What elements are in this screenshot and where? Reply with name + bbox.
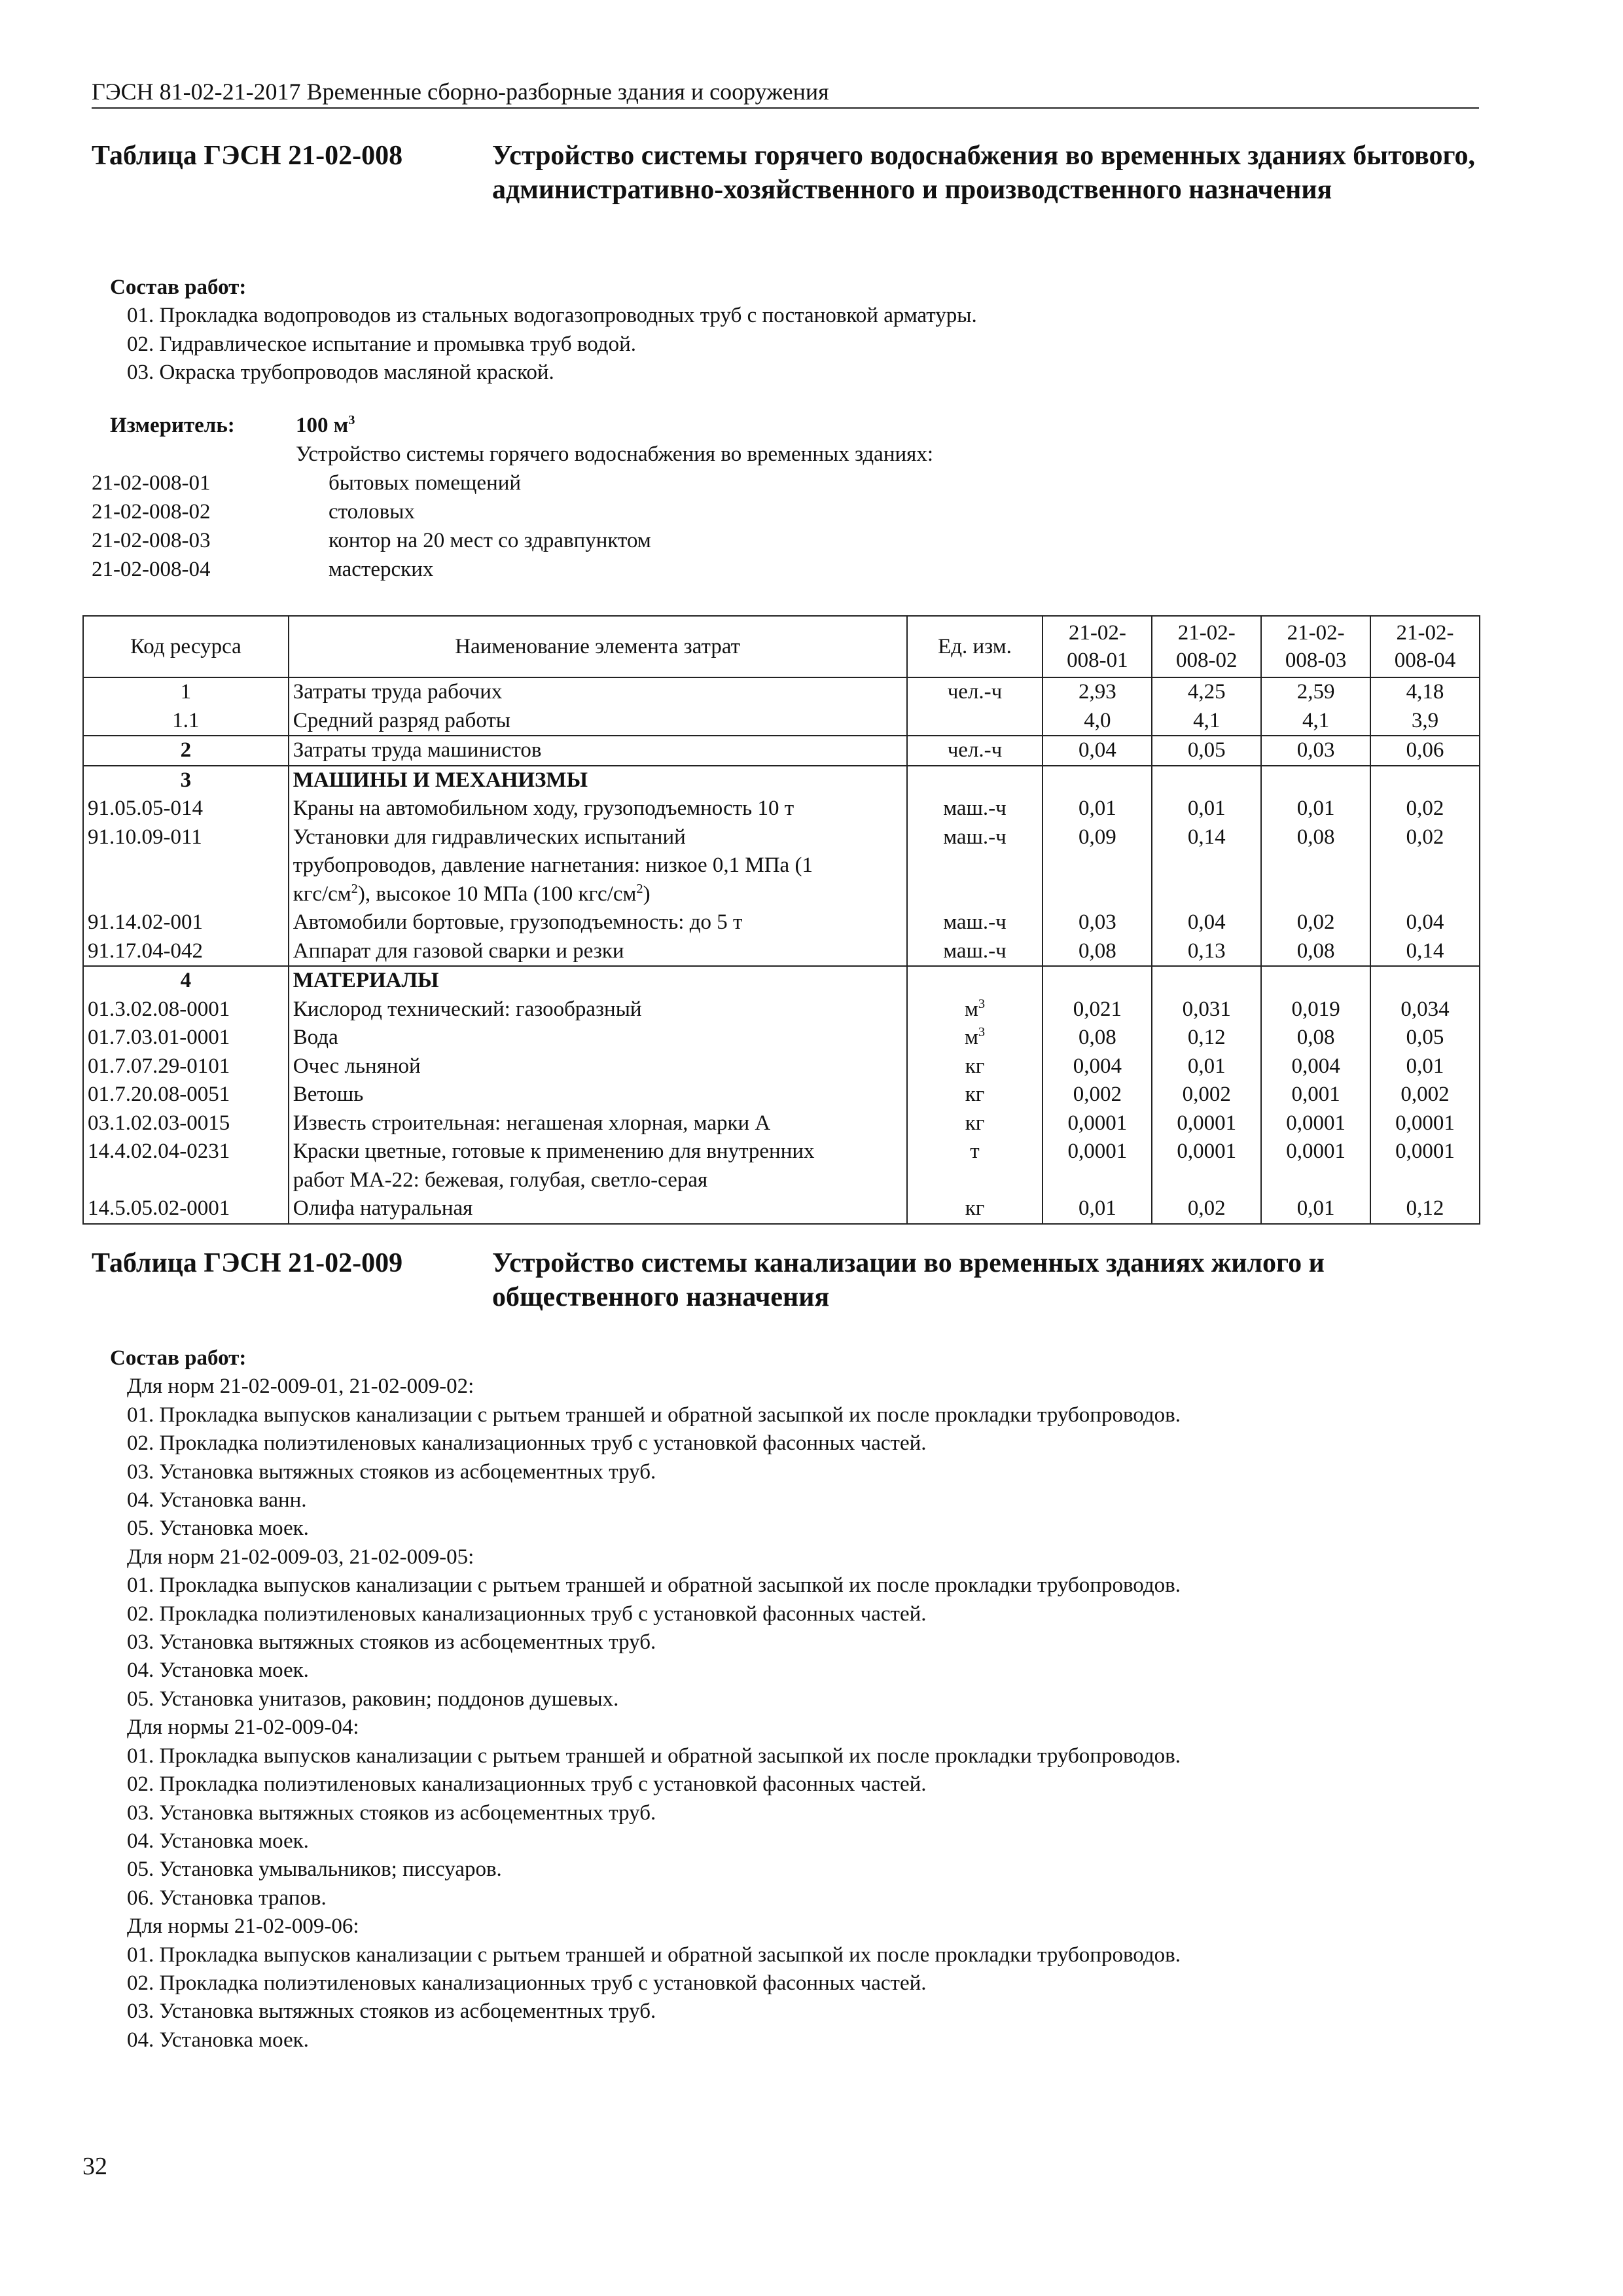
cell-value: 4,25 <box>1152 677 1261 707</box>
header-unit: Ед. изм. <box>907 616 1043 677</box>
cell-value: 0,002 <box>1152 1081 1261 1109</box>
cell-unit: т <box>907 1138 1043 1194</box>
cell-value: 0,01 <box>1261 1194 1370 1224</box>
norm-code: 21-02-008-01 <box>92 471 211 495</box>
cell-value: 0,08 <box>1043 937 1152 967</box>
table1-sostav-label: Состав работ: <box>110 276 247 299</box>
cell-value: 0,002 <box>1370 1081 1480 1109</box>
resource-table <box>82 615 1480 1225</box>
cell-unit: кг <box>907 1109 1043 1138</box>
sostav-group-label: Для нормы 21-02-009-06: <box>127 1914 359 1939</box>
section-title: МАШИНЫ И МЕХАНИЗМЫ <box>289 766 907 795</box>
sostav-item: 01. Прокладка выпусков канализации с рытьем траншей и обратной засыпкой их после прокладки трубопроводов. <box>127 1943 1181 1967</box>
cell-code: 3 <box>83 766 289 795</box>
table-row <box>83 996 1480 1024</box>
norm-row <box>92 555 1400 584</box>
cell-unit: чел.-ч <box>907 677 1043 707</box>
cell-code: 4 <box>83 966 289 996</box>
table2-number: Таблица ГЭСН 21-02-009 <box>92 1248 403 1278</box>
cell-unit: маш.-ч <box>907 937 1043 967</box>
sostav-item: 02. Прокладка полиэтиленовых канализационных труб с установкой фасонных частей. <box>127 1971 927 1995</box>
cell-value: 0,0001 <box>1370 1109 1480 1138</box>
sostav-item: 03. Установка вытяжных стояков из асбоцементных труб. <box>127 1460 656 1484</box>
norm-name: мастерских <box>329 558 434 581</box>
sostav-item: 01. Прокладка выпусков канализации с рытьем траншей и обратной засыпкой их после прокладки трубопроводов. <box>127 1744 1181 1768</box>
table2-title: Устройство системы канализации во временных зданиях жилого и общественного назначения <box>492 1248 1325 1312</box>
cell-value: 0,02 <box>1152 1194 1261 1224</box>
cell-code: 91.10.09-011 <box>83 823 289 909</box>
norm-name: контор на 20 мест со здравпунктом <box>329 529 651 552</box>
cell-unit: маш.-ч <box>907 908 1043 937</box>
cell-code: 01.7.20.08-0051 <box>83 1081 289 1109</box>
section-title: МАТЕРИАЛЫ <box>289 966 907 996</box>
cell-value: 0,05 <box>1152 736 1261 766</box>
norm-name: столовых <box>329 500 415 524</box>
norm-code: 21-02-008-03 <box>92 529 211 552</box>
cell-value: 0,14 <box>1370 937 1480 967</box>
cell-value: 0,08 <box>1043 1024 1152 1052</box>
cell-code: 03.1.02.03-0015 <box>83 1109 289 1138</box>
table-row <box>83 908 1480 937</box>
cell-value: 0,08 <box>1261 937 1370 967</box>
norm-row <box>92 497 1400 526</box>
cell-unit <box>907 707 1043 736</box>
cell-name: Затраты труда рабочих <box>289 677 907 707</box>
cell-value: 0,06 <box>1370 736 1480 766</box>
sostav-item: 04. Установка моек. <box>127 1829 309 1853</box>
table1-sostav-item: 02. Гидравлическое испытание и промывка труб водой. <box>127 332 636 356</box>
cell-value: 0,019 <box>1261 996 1370 1024</box>
cell-unit: маш.-ч <box>907 823 1043 909</box>
table-row <box>83 1109 1480 1138</box>
cell-value: 0,0001 <box>1261 1138 1370 1194</box>
table2-sostav <box>110 1344 1484 2054</box>
table-header-row <box>83 616 1480 677</box>
sostav-item: 03. Установка вытяжных стояков из асбоцементных труб. <box>127 2000 656 2024</box>
izmeritel-text: Устройство системы горячего водоснабжения во временных зданиях: <box>296 442 933 466</box>
sostav-item: 03. Установка вытяжных стояков из асбоцементных труб. <box>127 1801 656 1825</box>
cell-value: 0,01 <box>1043 1194 1152 1224</box>
cell-name: Установки для гидравлических испытаний трубопроводов, давление нагнетания: низкое 0,1 МПа (1 кгс/$см^2$), высокое 10 МПа (100 кгс/$см^2$) <box>289 823 907 909</box>
cell-unit: кг <box>907 1081 1043 1109</box>
cell-value: 0,01 <box>1152 795 1261 823</box>
cell-unit: $м^3$ <box>907 1024 1043 1052</box>
header-norm-01: 21-02- 008-01 <box>1043 616 1152 677</box>
cell-value: 0,01 <box>1152 1052 1261 1081</box>
cell-name: Краны на автомобильном ходу, грузоподъемность 10 т <box>289 795 907 823</box>
cell-code: 01.7.07.29-0101 <box>83 1052 289 1081</box>
header-norm-02: 21-02- 008-02 <box>1152 616 1261 677</box>
cell-value: 0,04 <box>1370 908 1480 937</box>
cell-value: 0,04 <box>1043 736 1152 766</box>
sostav-item: 04. Установка ванн. <box>127 1488 307 1513</box>
sostav-item: 04. Установка моек. <box>127 2028 309 2052</box>
table1-sostav-item: 03. Окраска трубопроводов масляной краской. <box>127 361 554 385</box>
table-row <box>83 823 1480 909</box>
cell-name: Олифа натуральная <box>289 1194 907 1224</box>
cell-code: 91.05.05-014 <box>83 795 289 823</box>
cell-value: 0,02 <box>1370 823 1480 909</box>
cell-value: 0,0001 <box>1152 1138 1261 1194</box>
cell-value: 4,1 <box>1261 707 1370 736</box>
cell-value: 0,12 <box>1152 1024 1261 1052</box>
cell-value: 0,0001 <box>1043 1138 1152 1194</box>
sostav-item: 06. Установка трапов. <box>127 1886 327 1910</box>
cell-value: 2,59 <box>1261 677 1370 707</box>
cell-value: 3,9 <box>1370 707 1480 736</box>
header-name: Наименование элемента затрат <box>289 616 907 677</box>
cell-name: Ветошь <box>289 1081 907 1109</box>
cell-code: 1.1 <box>83 707 289 736</box>
cell-name: Очес льняной <box>289 1052 907 1081</box>
cell-value: 0,03 <box>1043 908 1152 937</box>
sostav-item: 05. Установка унитазов, раковин; поддонов душевых. <box>127 1687 619 1711</box>
cell-code: 01.7.03.01-0001 <box>83 1024 289 1052</box>
table-row <box>83 937 1480 967</box>
table1-sostav <box>110 274 1484 387</box>
cell-code: 01.3.02.08-0001 <box>83 996 289 1024</box>
cell-name: Автомобили бортовые, грузоподъемность: до 5 т <box>289 908 907 937</box>
sostav-item: 05. Установка умывальников; писсуаров. <box>127 1857 502 1882</box>
sostav-group-label: Для нормы 21-02-009-04: <box>127 1715 359 1740</box>
cell-value: 0,0001 <box>1043 1109 1152 1138</box>
cell-value: 0,001 <box>1261 1081 1370 1109</box>
cell-value: 0,004 <box>1261 1052 1370 1081</box>
cell-name: Средний разряд работы <box>289 707 907 736</box>
norm-code: 21-02-008-04 <box>92 558 211 581</box>
cell-unit: кг <box>907 1194 1043 1224</box>
header-norm-03: 21-02- 008-03 <box>1261 616 1370 677</box>
table-row <box>83 795 1480 823</box>
cell-name: Краски цветные, готовые к применению для внутренних работ МА-22: бежевая, голубая, светло-серая <box>289 1138 907 1194</box>
sostav-item: 02. Прокладка полиэтиленовых канализационных труб с установкой фасонных частей. <box>127 1772 927 1797</box>
table1-number: Таблица ГЭСН 21-02-008 <box>92 141 403 171</box>
sostav-item: 02. Прокладка полиэтиленовых канализационных труб с установкой фасонных частей. <box>127 1431 927 1456</box>
cell-value: 4,0 <box>1043 707 1152 736</box>
cell-unit: $м^3$ <box>907 996 1043 1024</box>
cell-value: 0,0001 <box>1370 1138 1480 1194</box>
cell-unit: маш.-ч <box>907 795 1043 823</box>
cell-unit: чел.-ч <box>907 736 1043 766</box>
cell-value: 0,08 <box>1261 1024 1370 1052</box>
table-row <box>83 1194 1480 1224</box>
norm-code: 21-02-008-02 <box>92 500 211 524</box>
sostav-item: 01. Прокладка выпусков канализации с рытьем траншей и обратной засыпкой их после прокладки трубопроводов. <box>127 1403 1181 1427</box>
cell-value: 4,18 <box>1370 677 1480 707</box>
cell-value: 0,01 <box>1261 795 1370 823</box>
cell-value: 0,14 <box>1152 823 1261 909</box>
table-row <box>83 1052 1480 1081</box>
cell-value: 0,13 <box>1152 937 1261 967</box>
page-number: 32 <box>82 2153 107 2180</box>
cell-name: Известь строительная: негашеная хлорная, марки А <box>289 1109 907 1138</box>
sostav-group-label: Для норм 21-02-009-01, 21-02-009-02: <box>127 1374 474 1399</box>
cell-name: Кислород технический: газообразный <box>289 996 907 1024</box>
table-section-row <box>83 766 1480 795</box>
norm-name: бытовых помещений <box>329 471 522 495</box>
sostav-group-label: Для норм 21-02-009-03, 21-02-009-05: <box>127 1545 474 1569</box>
table-row <box>83 1081 1480 1109</box>
cell-value: 0,02 <box>1261 908 1370 937</box>
sostav-item: 02. Прокладка полиэтиленовых канализационных труб с установкой фасонных частей. <box>127 1602 927 1626</box>
table-row <box>83 736 1480 766</box>
header-norm-04: 21-02- 008-04 <box>1370 616 1480 677</box>
cell-value: 0,004 <box>1043 1052 1152 1081</box>
cell-code: 2 <box>83 736 289 766</box>
table-row <box>83 1024 1480 1052</box>
norm-row <box>92 469 1400 497</box>
cell-value: 0,01 <box>1043 795 1152 823</box>
cell-name: Затраты труда машинистов <box>289 736 907 766</box>
cell-value: 0,08 <box>1261 823 1370 909</box>
sostav-item: 03. Установка вытяжных стояков из асбоцементных труб. <box>127 1630 656 1655</box>
table-row <box>83 707 1480 736</box>
cell-value: 0,02 <box>1370 795 1480 823</box>
cell-code: 14.4.02.04-0231 <box>83 1138 289 1194</box>
cell-unit: кг <box>907 1052 1043 1081</box>
cell-value: 0,034 <box>1370 996 1480 1024</box>
cell-code: 91.17.04-042 <box>83 937 289 967</box>
table1-title: Устройство системы горячего водоснабжения во временных зданиях бытового, административно-хозяйственного и производственного назначения <box>492 141 1476 205</box>
cell-value: 4,1 <box>1152 707 1261 736</box>
running-head: ГЭСН 81-02-21-2017 Временные сборно-разборные здания и сооружения <box>92 77 1479 109</box>
table1-izmeritel <box>92 411 1400 584</box>
cell-value: 0,031 <box>1152 996 1261 1024</box>
cell-name: Вода <box>289 1024 907 1052</box>
cell-value: 0,0001 <box>1152 1109 1261 1138</box>
izmeritel-unit: 100 $м^3$ <box>296 413 355 437</box>
cell-value: 0,021 <box>1043 996 1152 1024</box>
table-row <box>83 677 1480 707</box>
cell-value: 0,01 <box>1370 1052 1480 1081</box>
cell-value: 0,0001 <box>1261 1109 1370 1138</box>
table2-sostav-label: Состав работ: <box>110 1346 247 1370</box>
sostav-item: 05. Установка моек. <box>127 1516 309 1541</box>
izmeritel-label: Измеритель: <box>110 414 235 437</box>
cell-name: Аппарат для газовой сварки и резки <box>289 937 907 967</box>
header-code: Код ресурса <box>83 616 289 677</box>
sostav-item: 01. Прокладка выпусков канализации с рытьем траншей и обратной засыпкой их после прокладки трубопроводов. <box>127 1573 1181 1598</box>
cell-value: 0,05 <box>1370 1024 1480 1052</box>
table-row <box>83 1138 1480 1194</box>
cell-value: 0,09 <box>1043 823 1152 909</box>
sostav-item: 04. Установка моек. <box>127 1659 309 1683</box>
cell-value: 0,002 <box>1043 1081 1152 1109</box>
norm-row <box>92 526 1400 555</box>
cell-value: 0,12 <box>1370 1194 1480 1224</box>
cell-code: 1 <box>83 677 289 707</box>
cell-code: 91.14.02-001 <box>83 908 289 937</box>
cell-value: 0,04 <box>1152 908 1261 937</box>
table1-sostav-item: 01. Прокладка водопроводов из стальных водогазопроводных труб с постановкой арматуры. <box>127 304 977 328</box>
cell-value: 2,93 <box>1043 677 1152 707</box>
cell-code: 14.5.05.02-0001 <box>83 1194 289 1224</box>
cell-value: 0,03 <box>1261 736 1370 766</box>
table-section-row <box>83 966 1480 996</box>
